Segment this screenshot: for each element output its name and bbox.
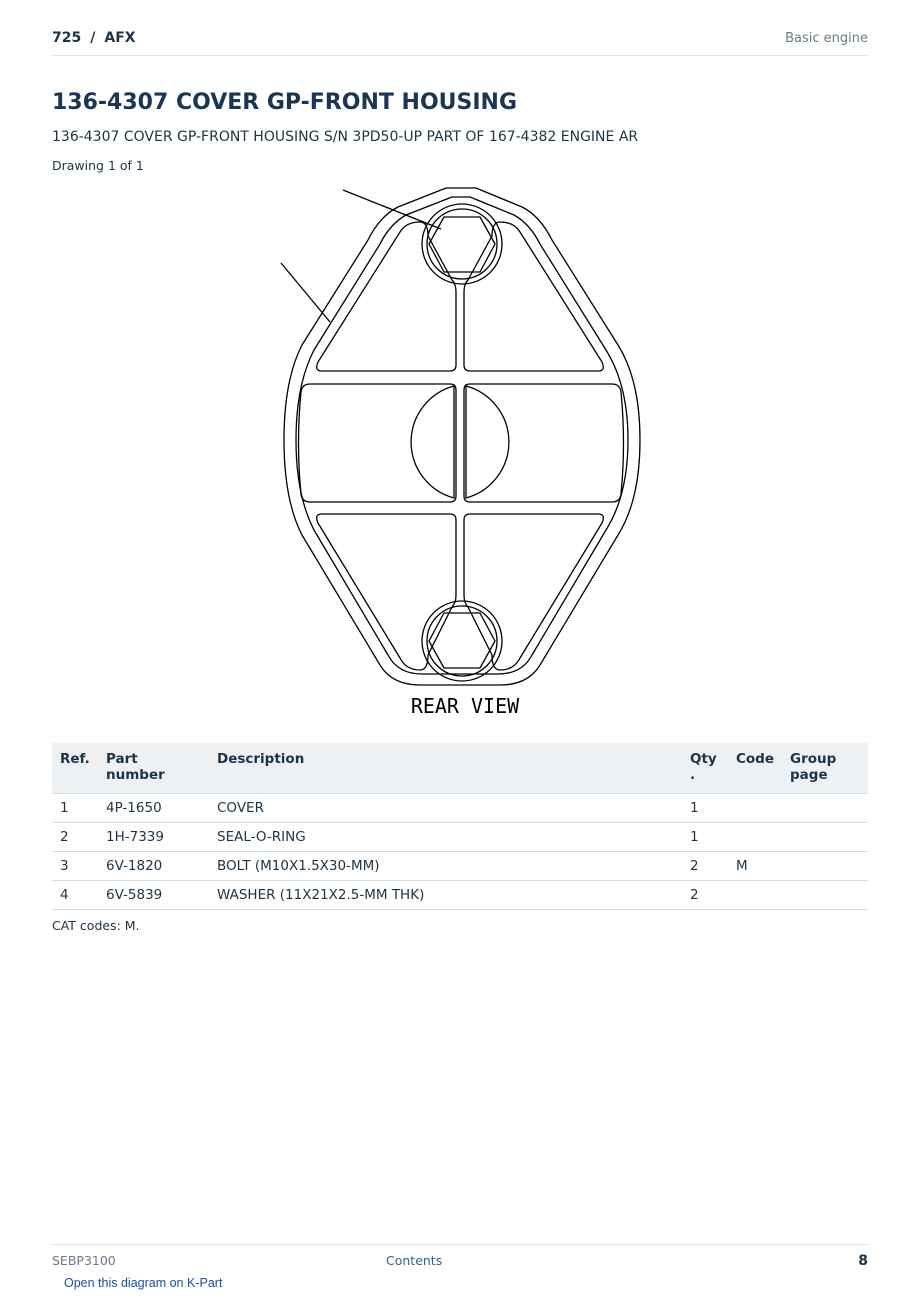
parts-table xyxy=(52,743,868,910)
page-title: 136-4307 COVER GP-FRONT HOUSING xyxy=(52,90,518,115)
table-row xyxy=(52,852,868,881)
cell-code xyxy=(728,823,782,852)
center-boss-right xyxy=(466,386,509,498)
bottom-bolt-washer xyxy=(427,606,497,676)
leader-line-cover xyxy=(281,263,330,322)
pocket-bottom-right xyxy=(464,514,603,670)
cell-qty: 2 xyxy=(682,852,728,881)
page-header xyxy=(52,28,868,56)
cell-qty: 1 xyxy=(682,823,728,852)
cell-part-number: 1H-7339 xyxy=(98,823,209,852)
cell-group-page xyxy=(782,881,868,910)
column-header-ref: Ref. xyxy=(52,743,98,794)
column-header-group-page: Group page xyxy=(782,743,868,794)
breadcrumb-model: 725 xyxy=(52,30,82,46)
center-boss-left xyxy=(411,386,454,498)
parts-diagram xyxy=(270,180,650,725)
pocket-top-right xyxy=(464,222,603,371)
cell-description: WASHER (11X21X2.5-MM THK) xyxy=(209,881,682,910)
column-header-part-number: Part number xyxy=(98,743,209,794)
breadcrumb-code: AFX xyxy=(104,30,136,46)
cell-description: SEAL-O-RING xyxy=(209,823,682,852)
page-number: 8 xyxy=(858,1253,868,1269)
cell-ref: 2 xyxy=(52,823,98,852)
cell-ref: 3 xyxy=(52,852,98,881)
table-row xyxy=(52,823,868,852)
cell-group-page xyxy=(782,852,868,881)
top-bolt-head xyxy=(429,217,495,272)
pocket-middle-left xyxy=(299,384,457,502)
cell-group-page xyxy=(782,794,868,823)
cell-code: M xyxy=(728,852,782,881)
cell-part-number: 4P-1650 xyxy=(98,794,209,823)
cell-description: BOLT (M10X1.5X30-MM) xyxy=(209,852,682,881)
top-bolt-washer xyxy=(427,209,497,279)
cover-outline xyxy=(284,188,640,685)
breadcrumb xyxy=(52,30,136,46)
table-row xyxy=(52,794,868,823)
column-header-code: Code xyxy=(728,743,782,794)
cell-ref: 1 xyxy=(52,794,98,823)
page-subtitle: 136-4307 COVER GP-FRONT HOUSING S/N 3PD50-UP PART OF 167-4382 ENGINE AR xyxy=(52,129,639,145)
cell-part-number: 6V-5839 xyxy=(98,881,209,910)
cell-qty: 1 xyxy=(682,794,728,823)
cell-group-page xyxy=(782,823,868,852)
cell-ref: 4 xyxy=(52,881,98,910)
cell-code xyxy=(728,881,782,910)
cell-description: COVER xyxy=(209,794,682,823)
pocket-middle-right xyxy=(464,384,624,502)
column-header-description: Description xyxy=(209,743,682,794)
page-footer xyxy=(52,1244,868,1275)
pocket-bottom-left xyxy=(317,514,456,670)
drawing-count: Drawing 1 of 1 xyxy=(52,158,144,173)
cat-codes-note: CAT codes: M. xyxy=(52,918,140,933)
cell-part-number: 6V-1820 xyxy=(98,852,209,881)
cell-qty: 2 xyxy=(682,881,728,910)
table-header-row xyxy=(52,743,868,794)
document-id: SEBP3100 xyxy=(52,1253,116,1268)
contents-link[interactable]: Contents xyxy=(386,1253,443,1268)
breadcrumb-separator: / xyxy=(90,30,96,46)
cell-code xyxy=(728,794,782,823)
table-row xyxy=(52,881,868,910)
section-name: Basic engine xyxy=(785,31,868,46)
pocket-top-left xyxy=(317,222,456,371)
open-in-kpart-link[interactable]: Open this diagram on K-Part xyxy=(64,1276,223,1290)
view-label: REAR VIEW xyxy=(410,694,520,718)
column-header-qty: Qty . xyxy=(682,743,728,794)
